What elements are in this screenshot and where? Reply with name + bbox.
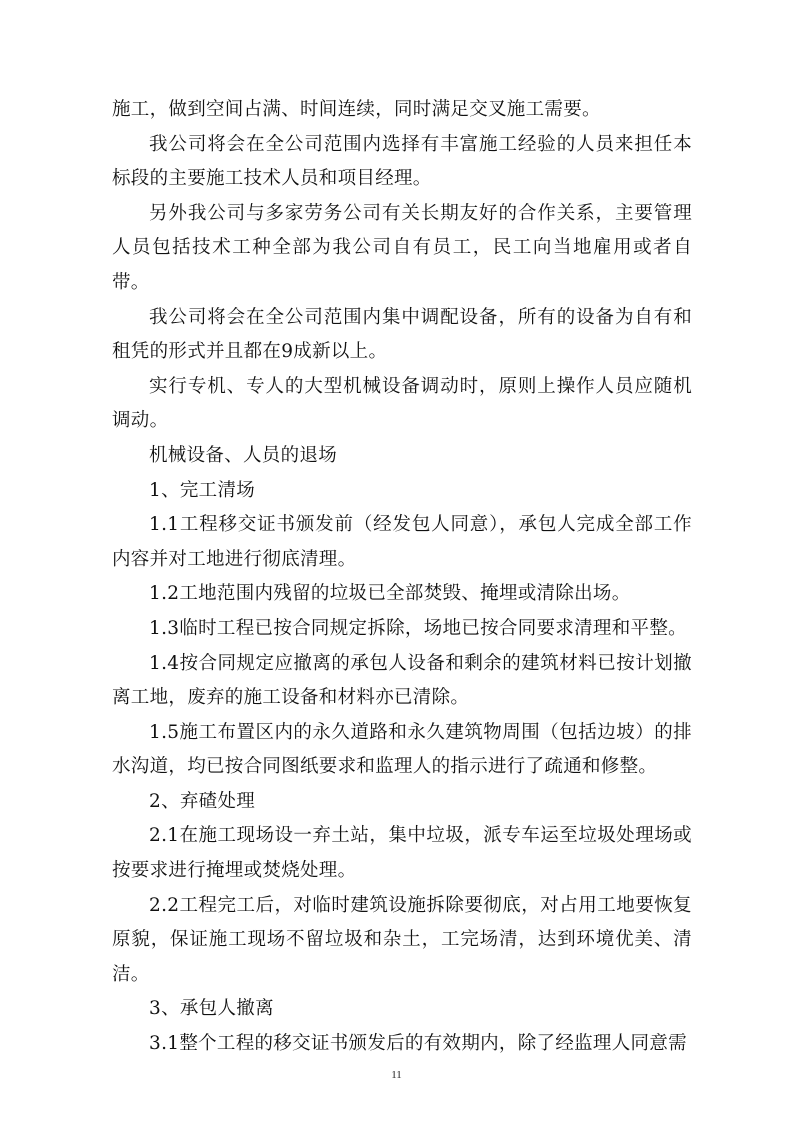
clause-2-2: 2.2工程完工后，对临时建筑设施拆除要彻底，对占用工地要恢复原貌，保证施工现场不留垃圾和杂土，工完场清，达到环境优美、清洁。 bbox=[112, 894, 692, 985]
clause-1-2: 1.2工地范围内残留的垃圾已全部焚毁、掩埋或清除出场。 bbox=[149, 583, 631, 605]
subheading-site-clearing: 1、完工清场 bbox=[149, 479, 256, 501]
subheading-waste-disposal: 2、弃碴处理 bbox=[149, 790, 256, 812]
paragraph-personnel-selection: 我公司将会在全公司范围内选择有丰富施工经验的人员来担任本标段的主要施工技术人员和项目经理。 bbox=[112, 133, 692, 190]
clause-3-1: 3.1整个工程的移交证书颁发后的有效期内，除了经监理人同意需 bbox=[149, 1033, 687, 1055]
body-text bbox=[112, 93, 692, 1062]
paragraph-continuation: 施工，做到空间占满、时间连续，同时满足交叉施工需要。 bbox=[112, 99, 601, 120]
clause-1-3: 1.3临时工程已按合同规定拆除，场地已按合同要求清理和平整。 bbox=[149, 617, 687, 639]
subheading-contractor-withdrawal: 3、承包人撤离 bbox=[149, 998, 274, 1020]
clause-2-1: 2.1在施工现场设一弃土站，集中垃圾，派专车运至垃圾处理场或按要求进行掩埋或焚烧处理。 bbox=[112, 825, 692, 882]
clause-1-1: 1.1工程移交证书颁发前（经发包人同意），承包人完成全部工作内容并对工地进行彻底清理。 bbox=[112, 514, 692, 570]
page-number: 11 bbox=[391, 1069, 402, 1081]
paragraph-machinery-dispatch: 实行专机、专人的大型机械设备调动时，原则上操作人员应随机调动。 bbox=[112, 375, 692, 432]
clause-1-5: 1.5施工布置区内的永久道路和永久建筑物周围（包括边坡）的排水沟道，均已按合同图纸要求和监理人的指示进行了疏通和修整。 bbox=[112, 721, 692, 778]
clause-1-4: 1.4按合同规定应撤离的承包人设备和剩余的建筑材料已按计划撤离工地，废弃的施工设备和材料亦已清除。 bbox=[112, 652, 692, 709]
paragraph-labor-cooperation: 另外我公司与多家劳务公司有关长期友好的合作关系，主要管理人员包括技术工种全部为我公司自有员工，民工向当地雇用或者自带。 bbox=[112, 202, 692, 293]
section-heading-exit: 机械设备、人员的退场 bbox=[149, 444, 338, 466]
paragraph-equipment-allocation: 我公司将会在全公司范围内集中调配设备，所有的设备为自有和租凭的形式并且都在9成新以上。 bbox=[112, 306, 692, 363]
